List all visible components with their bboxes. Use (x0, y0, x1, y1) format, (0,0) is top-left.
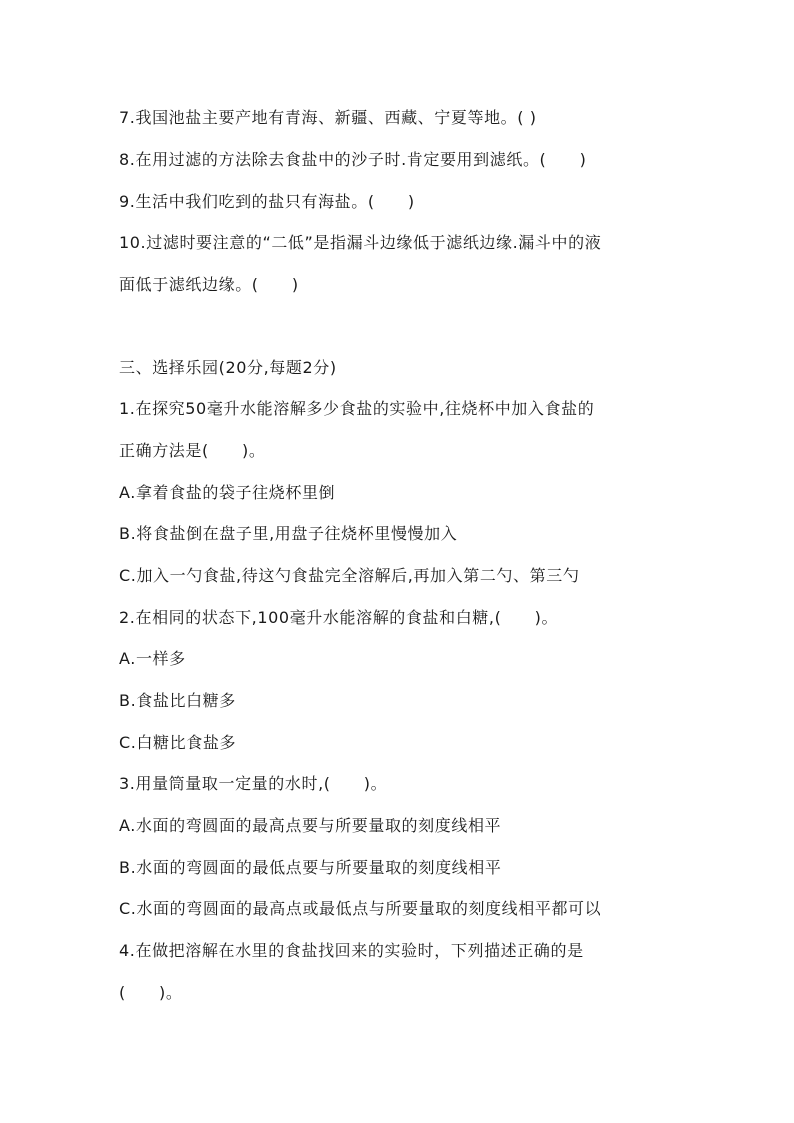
mc-question-1-option-c: C.加入一勺食盐,待这勺食盐完全溶解后,再加入第二勺、第三勺 (119, 566, 580, 585)
mc-question-3-option-c: C.水面的弯圆面的最高点或最低点与所要量取的刻度线相平都可以 (119, 899, 602, 918)
question-10-line-1: 10.过滤时要注意的“二低”是指漏斗边缘低于滤纸边缘.漏斗中的液 (119, 233, 602, 252)
mc-question-1-option-a: A.拿着食盐的袋子往烧杯里倒 (119, 483, 336, 502)
question-10-line-2: 面低于滤纸边缘。( ) (119, 275, 299, 294)
mc-question-1-line-2: 正确方法是( )。 (119, 441, 266, 460)
question-7: 7.我国池盐主要产地有青海、新疆、西藏、宁夏等地。( ) (119, 108, 537, 127)
section-3-title: 三、选择乐园(20分,每题2分) (119, 358, 337, 377)
question-8: 8.在用过滤的方法除去食盐中的沙子时.肯定要用到滤纸。( ) (119, 150, 587, 169)
mc-question-2-stem: 2.在相同的状态下,100毫升水能溶解的食盐和白糖,( )。 (119, 608, 559, 627)
mc-question-1-option-b: B.将食盐倒在盘子里,用盘子往烧杯里慢慢加入 (119, 524, 458, 543)
mc-question-3-option-a: A.水面的弯圆面的最高点要与所要量取的刻度线相平 (119, 816, 502, 835)
mc-question-3-stem: 3.用量筒量取一定量的水时,( )。 (119, 774, 388, 793)
mc-question-3-option-b: B.水面的弯圆面的最低点要与所要量取的刻度线相平 (119, 858, 502, 877)
mc-question-4-line-2: ( )。 (119, 983, 183, 1002)
mc-question-2-option-b: B.食盐比白糖多 (119, 691, 236, 710)
mc-question-4-line-1: 4.在做把溶解在水里的食盐找回来的实验时，下列描述正确的是 (119, 941, 584, 960)
mc-question-1-line-1: 1.在探究50毫升水能溶解多少食盐的实验中,往烧杯中加入食盐的 (119, 399, 595, 418)
question-9: 9.生活中我们吃到的盐只有海盐。( ) (119, 192, 415, 211)
mc-question-2-option-c: C.白糖比食盐多 (119, 733, 237, 752)
mc-question-2-option-a: A.一样多 (119, 649, 186, 668)
